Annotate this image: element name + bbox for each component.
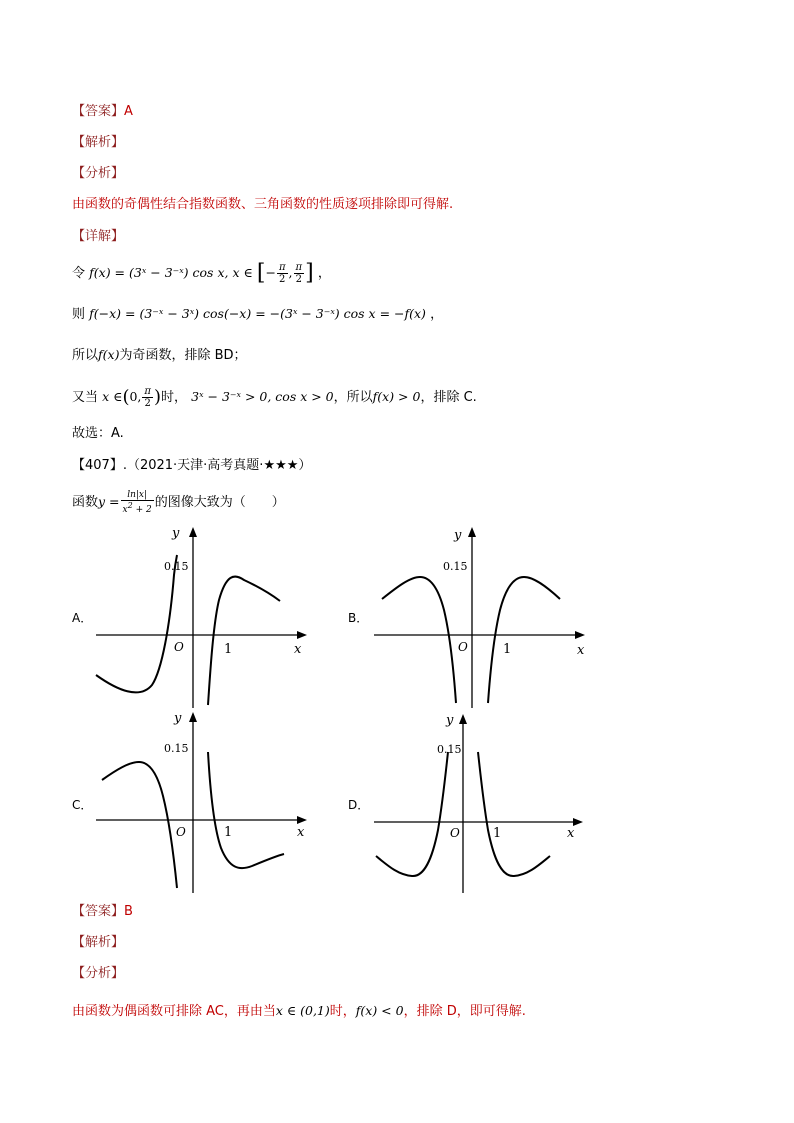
problem-stem [72, 490, 285, 515]
tick-one: 1 [224, 825, 233, 840]
y-axis-label: y [172, 526, 180, 541]
problem-source: .（2021·天津·高考真题·★★★） [122, 458, 312, 473]
y-axis-label: y [174, 711, 182, 726]
y-axis-label: y [446, 713, 454, 728]
s2-expr1: x ∈ (0,1) [275, 1003, 330, 1018]
l4-b: 时， [161, 390, 188, 405]
choice-line: 故选：A. [72, 426, 124, 441]
origin-label: O [450, 826, 460, 840]
option-b-label[interactable]: B． [348, 611, 369, 625]
tick-015: 0.15 [164, 742, 189, 755]
l2-expr: f(−x) = (3⁻ˣ − 3ˣ) cos(−x) = −(3ˣ − 3⁻ˣ) cos x = −f(x) [89, 306, 426, 321]
option-a-label[interactable]: A． [72, 611, 93, 625]
s2-text-a: 由函数为偶函数可排除 AC，再由当 [72, 1004, 276, 1019]
close-paren: ) [153, 386, 162, 408]
l4-expr3: f(x) > 0 [372, 389, 421, 404]
graph-option-a[interactable] [94, 525, 309, 710]
x-axis-label: x [294, 642, 302, 657]
l3-a: 所以 [72, 348, 99, 363]
origin-label: O [176, 825, 186, 839]
l4-expr2: 3ˣ − 3⁻ˣ > 0, cos x > 0 [191, 389, 334, 404]
fenxi-label: 【分析】 [72, 166, 125, 181]
answer-value: A [124, 104, 133, 119]
answer-label: 【答案】 [72, 104, 125, 119]
function-formula: y = $\frac{\ln|x|}{x^2 + 2}$ [98, 490, 152, 515]
l3-expr: f(x) [98, 347, 120, 362]
tick-one: 1 [503, 642, 512, 657]
open-paren: ( [122, 386, 130, 408]
neg-pi-half: − $\frac{\pi}{2}$ , $\frac{\pi}{2}$ [265, 262, 303, 285]
tick-015: 0.15 [437, 743, 462, 756]
interval-close-bracket: ] [305, 260, 314, 286]
s2-text-b: 时， [329, 1004, 356, 1019]
stem-a: 函数 [72, 495, 99, 510]
detail-line-2 [72, 305, 443, 324]
l4-d: ，排除 C. [420, 390, 477, 405]
tick-015: 0.15 [164, 560, 189, 573]
origin-label: O [458, 640, 468, 654]
option-d-label[interactable]: D． [348, 798, 370, 812]
graph-option-c[interactable] [94, 708, 309, 896]
tick-015: 0.15 [443, 560, 468, 573]
l1-suffix: ， [317, 266, 331, 281]
l2-suffix: ， [430, 307, 444, 322]
s2-expr2: f(x) < 0 [355, 1003, 404, 1018]
problem-number: 【407】 [72, 458, 123, 473]
detail-line-1 [72, 262, 331, 285]
interval-open-bracket: [ [256, 260, 266, 286]
fenxi-label-2: 【分析】 [72, 966, 125, 981]
stem-b: 的图像大致为（ ） [154, 495, 285, 510]
x-axis-label: x [297, 825, 305, 840]
l3-b: 为奇函数，排除 BD； [119, 348, 247, 363]
problem-header [72, 457, 311, 475]
x-axis-label: x [567, 826, 575, 841]
l2-prefix: 则 [72, 307, 86, 322]
l1-prefix: 令 [72, 266, 86, 281]
analysis-label: 【解析】 [72, 135, 125, 150]
origin-label: O [174, 640, 184, 654]
s2-text-c: ，排除 D，即可得解. [403, 1004, 526, 1019]
detail-line-4: 又当 x ∈(0, $\frac{\pi}{2}$ )时， 3ˣ − 3⁻ˣ > 0, cos x > 0，所以f(x) > 0，排除 C. [72, 386, 477, 409]
l4-a: 又当 [72, 390, 99, 405]
x-axis-label: x [577, 643, 585, 658]
l1-expr: f(x) = (3ˣ − 3⁻ˣ) cos x, x ∈ [89, 265, 253, 280]
l4-expr1: x ∈ [102, 389, 123, 404]
detail-label: 【详解】 [72, 229, 125, 244]
fenxi-text: 由函数的奇偶性结合指数函数、三角函数的性质逐项排除即可得解. [72, 197, 454, 212]
y-axis-label: y [454, 528, 462, 543]
l4-c: ，所以 [333, 390, 373, 405]
graph-option-b[interactable] [372, 525, 587, 710]
answer-line-2 [72, 903, 133, 921]
graph-option-d[interactable] [372, 710, 587, 895]
answer-value-2: B [124, 904, 133, 919]
fenxi-text-2 [72, 1002, 526, 1021]
answer-line-1 [72, 103, 133, 121]
option-c-label[interactable]: C． [72, 798, 93, 812]
answer-label-2: 【答案】 [72, 904, 125, 919]
analysis-label-2: 【解析】 [72, 935, 125, 950]
tick-one: 1 [493, 826, 502, 841]
detail-line-3 [72, 346, 247, 365]
tick-one: 1 [224, 642, 233, 657]
